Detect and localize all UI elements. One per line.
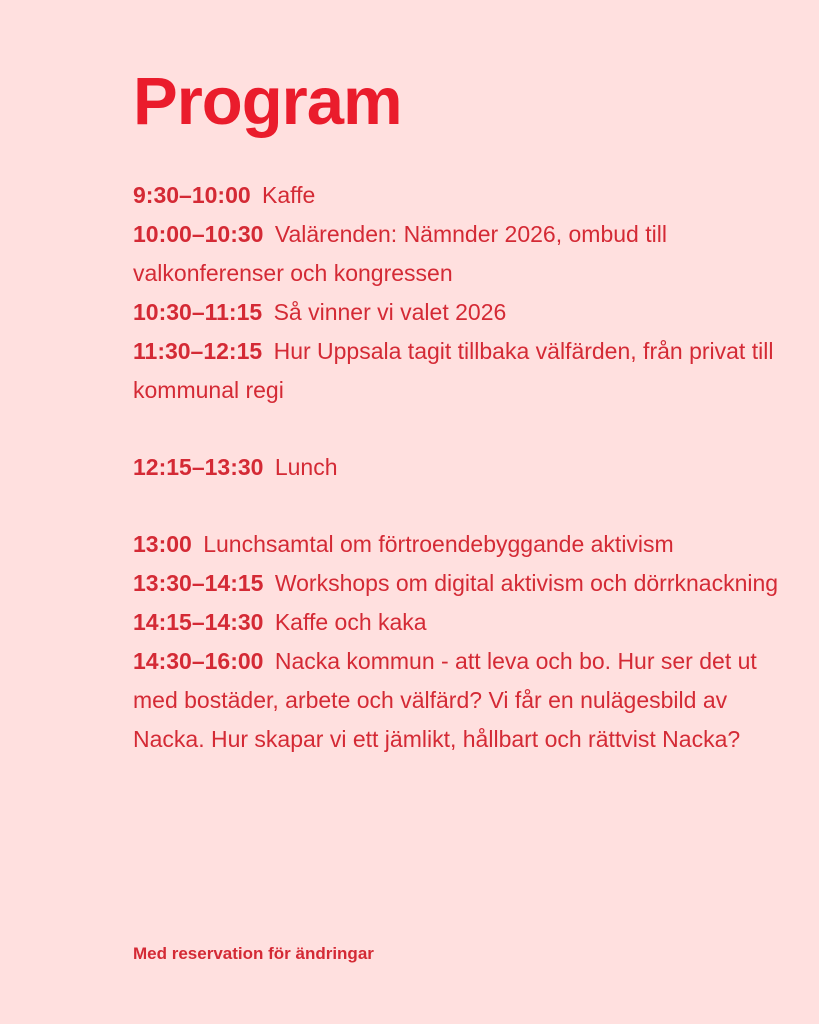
- schedule-item: [133, 176, 783, 215]
- disclaimer-note: Med reservation för ändringar: [133, 944, 374, 963]
- schedule-list: [133, 176, 783, 759]
- schedule-time: 9:30–10:00: [133, 182, 251, 208]
- schedule-item: [133, 603, 783, 642]
- schedule-time: 12:15–13:30: [133, 454, 264, 480]
- schedule-item: [133, 642, 783, 759]
- schedule-time: 14:15–14:30: [133, 609, 264, 635]
- schedule-text: Valärenden: Nämnder 2026, ombud till valkonferenser och kongressen: [133, 221, 667, 286]
- schedule-item: [133, 525, 783, 564]
- schedule-text: Hur Uppsala tagit tillbaka välfärden, från privat till kommunal regi: [133, 338, 774, 403]
- schedule-time: 11:30–12:15: [133, 338, 263, 364]
- schedule-time: 14:30–16:00: [133, 648, 264, 674]
- schedule-time: 10:00–10:30: [133, 221, 264, 247]
- schedule-item: [133, 215, 783, 293]
- schedule-text: Kaffe och kaka: [274, 609, 427, 635]
- schedule-time: 13:00: [133, 531, 192, 557]
- schedule-text: Lunch: [274, 454, 338, 480]
- schedule-text: Så vinner vi valet 2026: [273, 299, 507, 325]
- schedule-text: Nacka kommun - att leva och bo. Hur ser det ut med bostäder, arbete och välfärd? Vi får en nulägesbild av Nacka. Hur skapar vi ett jämlikt, hållbart och rättvist Nacka?: [133, 648, 757, 752]
- schedule-item: [133, 564, 783, 603]
- schedule-time: 13:30–14:15: [133, 570, 264, 596]
- schedule-item: [133, 332, 783, 410]
- schedule-item: [133, 448, 783, 487]
- schedule-text: Lunchsamtal om förtroendebyggande aktivism: [203, 531, 674, 557]
- schedule-time: 10:30–11:15: [133, 299, 263, 325]
- schedule-text: Workshops om digital aktivism och dörrknackning: [274, 570, 779, 596]
- schedule-item: [133, 293, 783, 332]
- schedule-text: Kaffe: [262, 182, 316, 208]
- page-title: Program: [133, 64, 402, 139]
